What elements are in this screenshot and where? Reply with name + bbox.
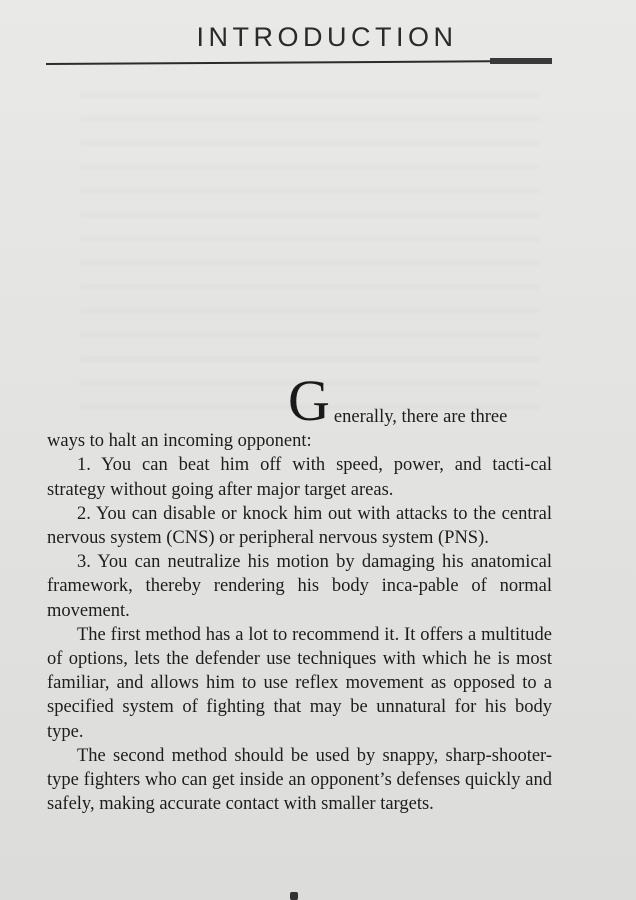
page-footer-mark xyxy=(290,892,298,900)
header-rule xyxy=(46,60,552,65)
paragraph-2: 2. You can disable or knock him out with attacks to the central nervous system (CNS) or peripheral nervous system (PNS). xyxy=(47,503,552,549)
paragraph-3: 3. You can neutralize his motion by damaging his anatomical framework, thereby rendering his body inca-pable of normal movement. xyxy=(47,552,552,621)
opening-continuation: ways to halt an incoming opponent: xyxy=(47,431,312,452)
drop-cap: G xyxy=(288,368,330,433)
opening-line: enerally, there are three xyxy=(333,407,508,427)
paragraph-5: The second method should be used by snappy, sharp-shooter-type fighters who can get inside an opponent’s defenses quickly and safely, making accurate contact with smaller targets. xyxy=(47,745,552,815)
opening-paragraph xyxy=(47,368,552,453)
bleed-through-text xyxy=(80,80,540,410)
paragraph-4: The first method has a lot to recommend it. It offers a multitude of options, lets the defender use techniques with which he is most familiar, and allows him to use reflex movement as opposed to a specified system of fighting that may be unnatural for his body type. xyxy=(47,624,552,742)
header-rule-accent xyxy=(490,58,552,64)
chapter-title: INTRODUCTION xyxy=(196,22,458,52)
paragraph-1: 1. You can beat him off with speed, power, and tacti-cal strategy without going after major target areas. xyxy=(47,455,552,500)
body-text xyxy=(47,368,552,816)
